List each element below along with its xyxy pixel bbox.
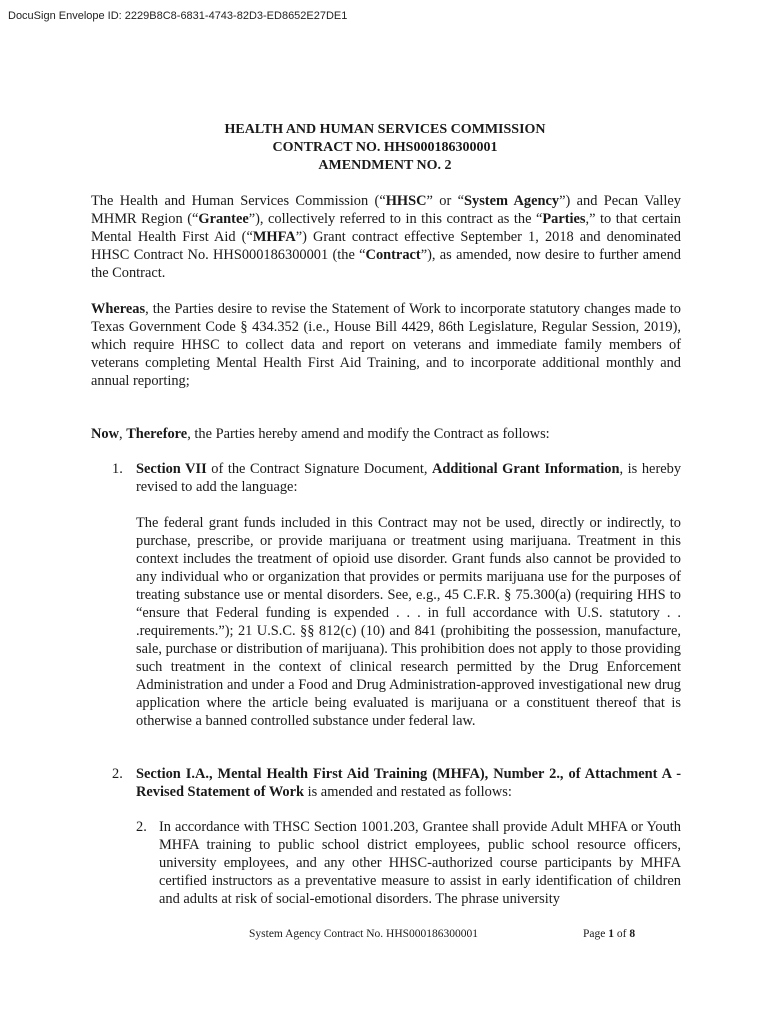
title-contract-number: CONTRACT NO. HHS000186300001 (272, 140, 498, 155)
footer-page-number: Page 1 of 8 (583, 928, 636, 940)
whereas-paragraph: Whereas, the Parties desire to revise the Statement of Work to incorporate statutory changes made to Texas Government Code § 434.352 (i.e., House Bill 4429, 86th Legislature, Regular Session, 2019), which require HHSC to collect data and report on veterans and immediate family members of veterans completing Mental Health First Aid Training, and to incorporate additional monthly and annual reporting; (91, 301, 681, 389)
document-title (0, 121, 770, 175)
footer-contract-number: System Agency Contract No. HHS000186300001 (249, 928, 479, 940)
item-1-quoted-language: The federal grant funds included in this Contract may not be used, directly or indirectly, to purchase, prescribe, or provide marijuana or treatment using marijuana. Treatment in this context includes the treatment of opioid use disorder. Grant funds also cannot be provided to any individual who or organization that provides or permits marijuana use for the purposes of treating substance use or mental disorders. See, e.g., 45 C.F.R. § 75.300(a) (requiring HHS to “ensure that Federal funding is expended . . . in full accordance with U.S. statutory . . .requirements.”); 21 U.S.C. §§ 812(c) (10) and 841 (prohibiting the possession, manufacture, sale, purchase or distribution of marijuana). This prohibition does not apply to those providing such treatment in the context of clinical research permitted by the Drug Enforcement Administration and under a Food and Drug Administration-approved investigational new drug application where the article being evaluated is marijuana or a constituent thereof that is otherwise a banned controlled substance under federal law. (136, 515, 681, 729)
item-2-sub-text: In accordance with THSC Section 1001.203, Grantee shall provide Adult MHFA or Youth MHFA training to public school district employees, public school resource officers, university employees, and any other HHSC-authorized course participants by MHFA certified instructors as a preventative measure to assist in early identification of children and adults at risk of social-emotional disorders. The phrase university (159, 819, 681, 907)
intro-paragraph: The Health and Human Services Commission (“HHSC” or “System Agency”) and Pecan Valley MHMR Region (“Grantee”), collectively referred to in this contract as the “Parties,” to that certain Mental Health First Aid (“MHFA”) Grant contract effective September 1, 2018 and denominated HHSC Contract No. HHS000186300001 (the “Contract”), as amended, now desire to further amend the Contract. (91, 193, 682, 281)
item-2-number: 2. (112, 766, 123, 782)
therefore-paragraph: Now, Therefore, the Parties hereby amend and modify the Contract as follows: (91, 426, 550, 442)
title-amendment-number: AMENDMENT NO. 2 (318, 158, 452, 173)
docusign-envelope-id: DocuSign Envelope ID: 2229B8C8-6831-4743-82D3-ED8652E27DE1 (8, 10, 348, 22)
item-2-text: Section I.A., Mental Health First Aid Training (MHFA), Number 2., of Attachment A - Revised Statement of Work is amended and restated as follows: (136, 766, 681, 800)
item-1-number: 1. (112, 461, 123, 477)
item-2-sub-number: 2. (136, 819, 147, 835)
item-1-text: Section VII of the Contract Signature Document, Additional Grant Information, is hereby revised to add the language: (136, 461, 682, 495)
title-commission: HEALTH AND HUMAN SERVICES COMMISSION (224, 122, 546, 137)
